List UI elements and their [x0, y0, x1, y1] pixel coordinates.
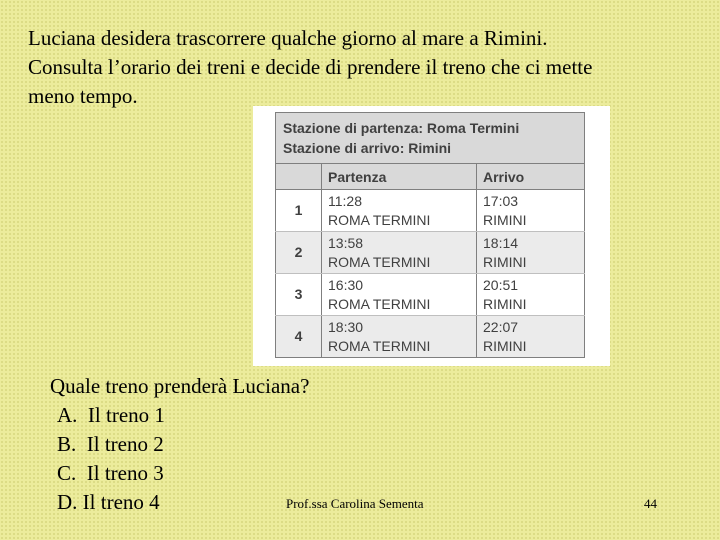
train-number: 1 — [276, 190, 322, 232]
table-row — [276, 190, 585, 232]
intro-text — [28, 24, 698, 111]
intro-line-2: Consulta l’orario dei treni e decide di prendere il treno che ci mette — [28, 55, 593, 79]
departure-cell — [322, 316, 477, 358]
departure-time: 16:30 — [328, 276, 364, 293]
table-row — [276, 274, 585, 316]
option-letter: C. — [57, 461, 77, 485]
arrival-cell — [477, 316, 585, 358]
departure-cell — [322, 190, 477, 232]
answer-options — [57, 401, 165, 517]
train-number: 3 — [276, 274, 322, 316]
arrival-cell — [477, 232, 585, 274]
answer-option-b[interactable] — [57, 430, 165, 459]
arrival-time: 18:14 — [483, 234, 519, 251]
departure-station-name: ROMA TERMINI — [328, 211, 431, 228]
arrival-time: 22:07 — [483, 318, 519, 335]
answer-option-c[interactable] — [57, 459, 165, 488]
arrival-station-name: RIMINI — [483, 211, 527, 228]
header-departure: Partenza — [322, 164, 477, 190]
train-number: 2 — [276, 232, 322, 274]
table-row — [276, 316, 585, 358]
arrival-cell — [477, 274, 585, 316]
departure-station-name: ROMA TERMINI — [328, 253, 431, 270]
departure-time: 18:30 — [328, 318, 364, 335]
timetable-panel — [253, 106, 610, 366]
option-text: Il treno 2 — [86, 432, 164, 456]
option-letter: D. — [57, 490, 78, 514]
station-info — [276, 113, 585, 164]
arrival-time: 17:03 — [483, 192, 519, 209]
option-letter: A. — [57, 403, 78, 427]
departure-time: 11:28 — [328, 192, 362, 209]
arrival-time: 20:51 — [483, 276, 519, 293]
option-text: Il treno 3 — [86, 461, 164, 485]
departure-station-value: Roma Termini — [426, 120, 520, 136]
arrival-station-name: RIMINI — [483, 253, 527, 270]
departure-time: 13:58 — [328, 234, 364, 251]
timetable — [275, 112, 585, 358]
page-number: 44 — [644, 496, 657, 511]
arrival-station-name: RIMINI — [483, 295, 527, 312]
station-info-row — [276, 113, 585, 164]
option-text: Il treno 1 — [87, 403, 165, 427]
option-text: Il treno 4 — [82, 490, 160, 514]
arrival-cell — [477, 190, 585, 232]
option-letter: B. — [57, 432, 77, 456]
departure-cell — [322, 274, 477, 316]
header-number-cell — [276, 164, 322, 190]
table-header-row — [276, 164, 585, 190]
departure-station-name: ROMA TERMINI — [328, 337, 431, 354]
answer-option-d[interactable] — [57, 488, 165, 517]
question-text: Quale treno prenderà Luciana? — [50, 374, 310, 398]
train-number: 4 — [276, 316, 322, 358]
answer-option-a[interactable] — [57, 401, 165, 430]
intro-line-1: Luciana desidera trascorrere qualche giorno al mare a Rimini. — [28, 26, 548, 50]
footer-author: Prof.ssa Carolina Sementa — [286, 496, 424, 511]
departure-station-name: ROMA TERMINI — [328, 295, 431, 312]
table-row — [276, 232, 585, 274]
arrival-station — [283, 138, 584, 158]
arrival-station-value: Rimini — [408, 140, 452, 156]
arrival-station-label: Stazione di arrivo: — [283, 140, 405, 156]
departure-cell — [322, 232, 477, 274]
intro-line-3: meno tempo. — [28, 84, 138, 108]
departure-station — [283, 118, 584, 138]
arrival-station-name: RIMINI — [483, 337, 527, 354]
departure-station-label: Stazione di partenza: — [283, 120, 424, 136]
header-arrival: Arrivo — [477, 164, 585, 190]
